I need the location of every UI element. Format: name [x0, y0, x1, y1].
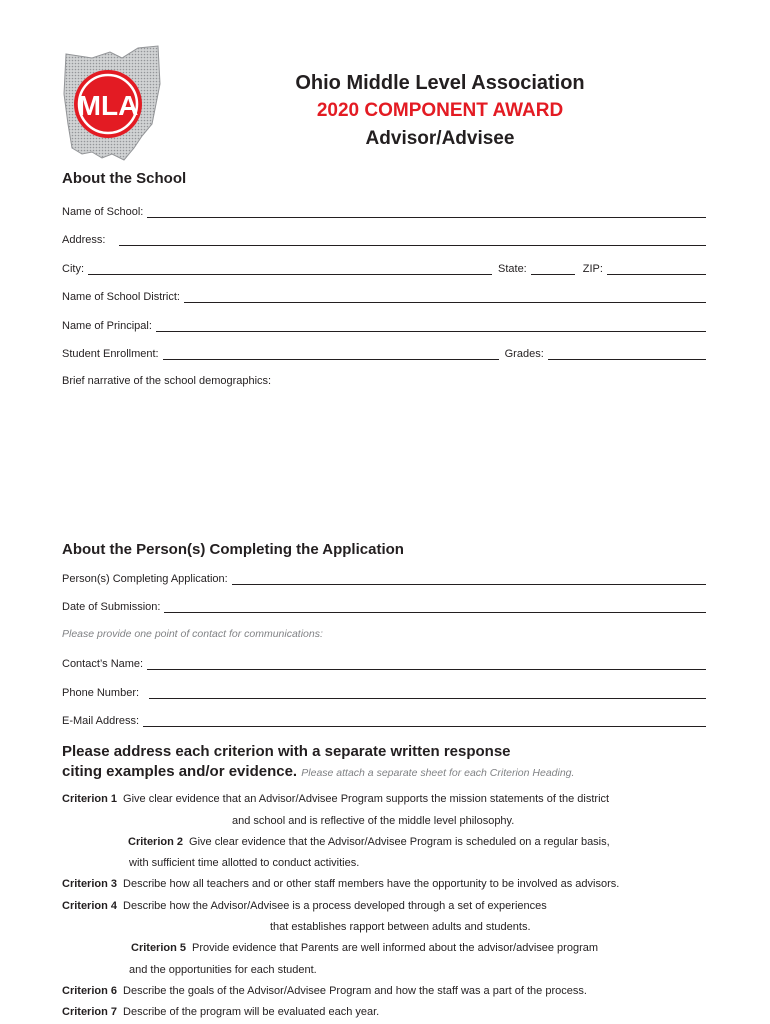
principal-input[interactable] — [156, 319, 706, 332]
contact-row — [62, 654, 706, 670]
address-row — [62, 230, 706, 246]
district-label: Name of School District: — [62, 291, 180, 303]
criterion-1-cont: and school and is reflective of the middle level philosophy. — [232, 815, 515, 827]
org-title: Ohio Middle Level Association — [295, 72, 585, 94]
zip-input[interactable] — [607, 262, 706, 275]
principal-label: Name of Principal: — [62, 320, 152, 332]
criterion-7 — [62, 1006, 379, 1018]
criterion-2 — [128, 836, 610, 848]
criterion-1 — [62, 793, 609, 805]
narrative-label: Brief narrative of the school demographics: — [62, 375, 272, 387]
school-name-row — [62, 202, 706, 218]
award-title: 2020 COMPONENT AWARD — [316, 100, 564, 121]
criterion-1-text: Give clear evidence that an Advisor/Advisee Program supports the mission statements of the district — [123, 793, 610, 805]
criterion-4 — [62, 900, 547, 912]
submission-date-input[interactable] — [164, 600, 706, 613]
criterion-6-label: Criterion 6 — [62, 985, 118, 997]
contact-note: Please provide one point of contact for communications: — [62, 628, 323, 640]
city-row — [62, 259, 706, 275]
criterion-4-text: Describe how the Advisor/Advisee is a process developed through a set of experiences — [123, 900, 547, 912]
phone-input[interactable] — [149, 686, 706, 699]
criterion-5-cont: and the opportunities for each student. — [129, 964, 317, 976]
criterion-3-text: Describe how all teachers and or other staff members have the opportunity to be involved as advisors. — [123, 878, 620, 890]
email-label: E-Mail Address: — [62, 715, 140, 727]
email-row — [62, 711, 706, 727]
district-input[interactable] — [184, 290, 706, 303]
grades-input[interactable] — [548, 347, 706, 360]
state-label: State: — [498, 263, 527, 275]
school-heading: About the School — [62, 170, 187, 187]
criterion-5 — [131, 942, 598, 954]
city-input[interactable] — [88, 262, 492, 275]
criterion-1-label: Criterion 1 — [62, 793, 118, 805]
email-input[interactable] — [143, 714, 706, 727]
enrollment-input[interactable] — [163, 347, 499, 360]
criterion-2-text: Give clear evidence that the Advisor/Advisee Program is scheduled on a regular basis, — [189, 836, 610, 848]
criterion-2-label: Criterion 2 — [128, 836, 184, 848]
completing-row — [62, 569, 706, 585]
criteria-attach-note: Please attach a separate sheet for each Criterion Heading. — [301, 767, 575, 779]
completing-input[interactable] — [232, 572, 706, 585]
criterion-5-label: Criterion 5 — [131, 942, 187, 954]
submission-date-label: Date of Submission: — [62, 601, 161, 613]
contact-input[interactable] — [147, 657, 706, 670]
grades-label: Grades: — [504, 348, 544, 360]
criterion-6-text: Describe the goals of the Advisor/Advisee Program and how the staff was a part of the process. — [123, 985, 587, 997]
criterion-4-label: Criterion 4 — [62, 900, 118, 912]
phone-label: Phone Number: — [62, 687, 140, 699]
district-row — [62, 287, 706, 303]
address-input[interactable] — [119, 233, 706, 246]
criteria-heading-line2: citing examples and/or evidence. — [62, 763, 298, 780]
criterion-2-cont: with sufficient time allotted to conduct activities. — [129, 857, 360, 869]
contact-label: Contact’s Name: — [62, 658, 144, 670]
completing-label: Person(s) Completing Application: — [62, 573, 228, 585]
principal-row — [62, 316, 706, 332]
criteria-heading-line1: Please address each criterion with a separate written response — [62, 743, 511, 760]
state-input[interactable] — [531, 262, 575, 275]
criterion-4-cont: that establishes rapport between adults and students. — [270, 921, 531, 933]
school-name-input[interactable] — [147, 205, 706, 218]
criterion-7-text: Describe of the program will be evaluated each year. — [123, 1006, 380, 1018]
address-label: Address: — [62, 234, 106, 246]
criterion-3 — [62, 878, 619, 890]
zip-label: ZIP: — [582, 263, 603, 275]
criterion-6 — [62, 985, 587, 997]
city-label: City: — [62, 263, 84, 275]
ohio-mla-logo — [62, 44, 162, 164]
narrative-area[interactable] — [62, 392, 706, 532]
school-name-label: Name of School: — [62, 206, 144, 218]
mla-logo-text: MLA — [77, 90, 139, 121]
criterion-5-text: Provide evidence that Parents are well informed about the advisor/advisee program — [192, 942, 599, 954]
category-title: Advisor/Advisee — [365, 128, 515, 149]
submission-date-row — [62, 597, 706, 613]
phone-row — [62, 683, 706, 699]
criteria-heading — [62, 742, 682, 783]
enrollment-label: Student Enrollment: — [62, 348, 159, 360]
person-heading: About the Person(s) Completing the Application — [62, 541, 404, 558]
enrollment-row — [62, 344, 706, 360]
criterion-3-label: Criterion 3 — [62, 878, 118, 890]
criterion-7-label: Criterion 7 — [62, 1006, 118, 1018]
